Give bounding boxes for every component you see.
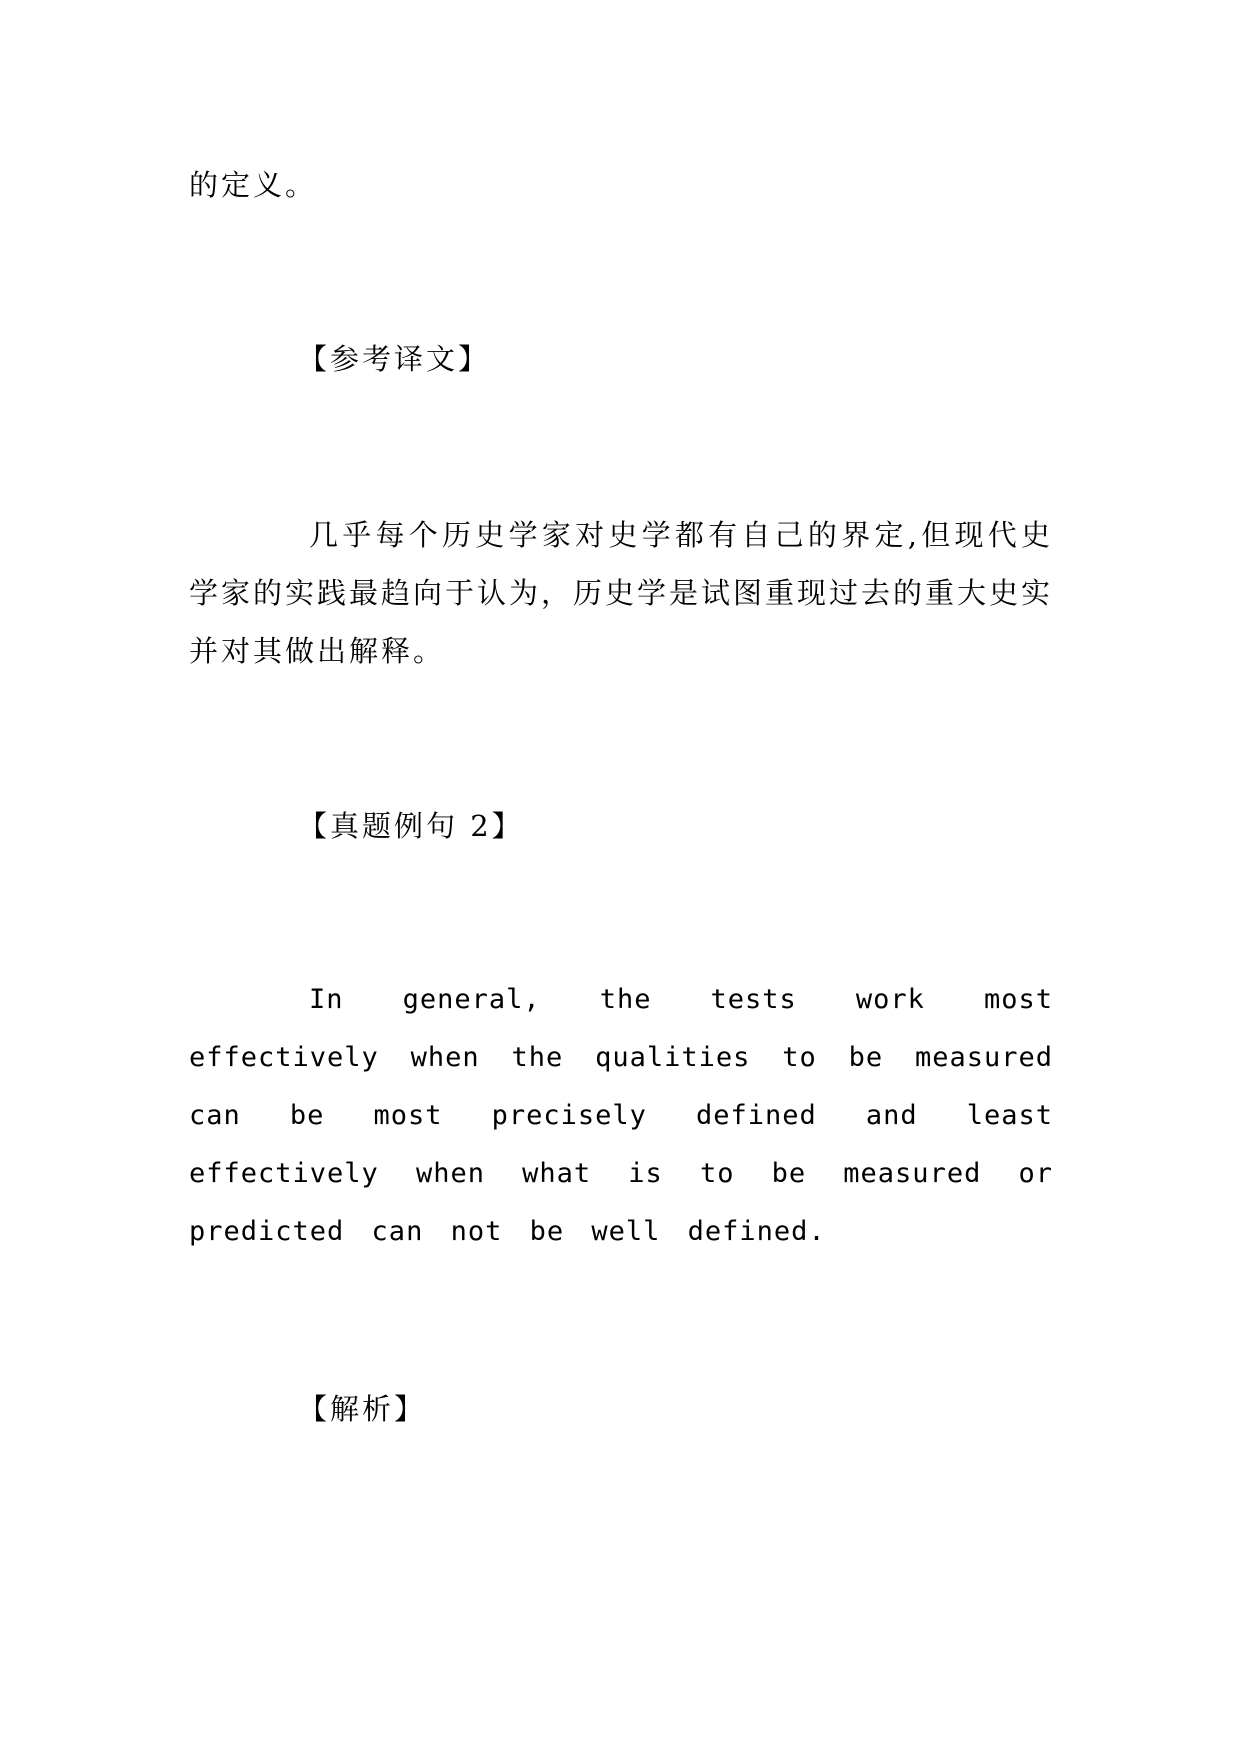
- continuation-text: 的定义。: [189, 168, 318, 202]
- heading-analysis: 【解析】: [298, 1392, 427, 1426]
- example-paragraph: In general, the tests work most effectively when the qualities to be measured can be most precisely defined and least effectively when what is to be measured or predicted can not be well defined.: [189, 984, 1053, 1247]
- translation-paragraph: 几乎每个历史学家对史学都有自己的界定,但现代史学家的实践最趋向于认为，历史学是试图重现过去的重大史实并对其做出解释。: [189, 518, 1054, 668]
- heading-reference-translation: 【参考译文】: [298, 342, 491, 376]
- heading-exam-example: 【真题例句 2】: [298, 809, 524, 843]
